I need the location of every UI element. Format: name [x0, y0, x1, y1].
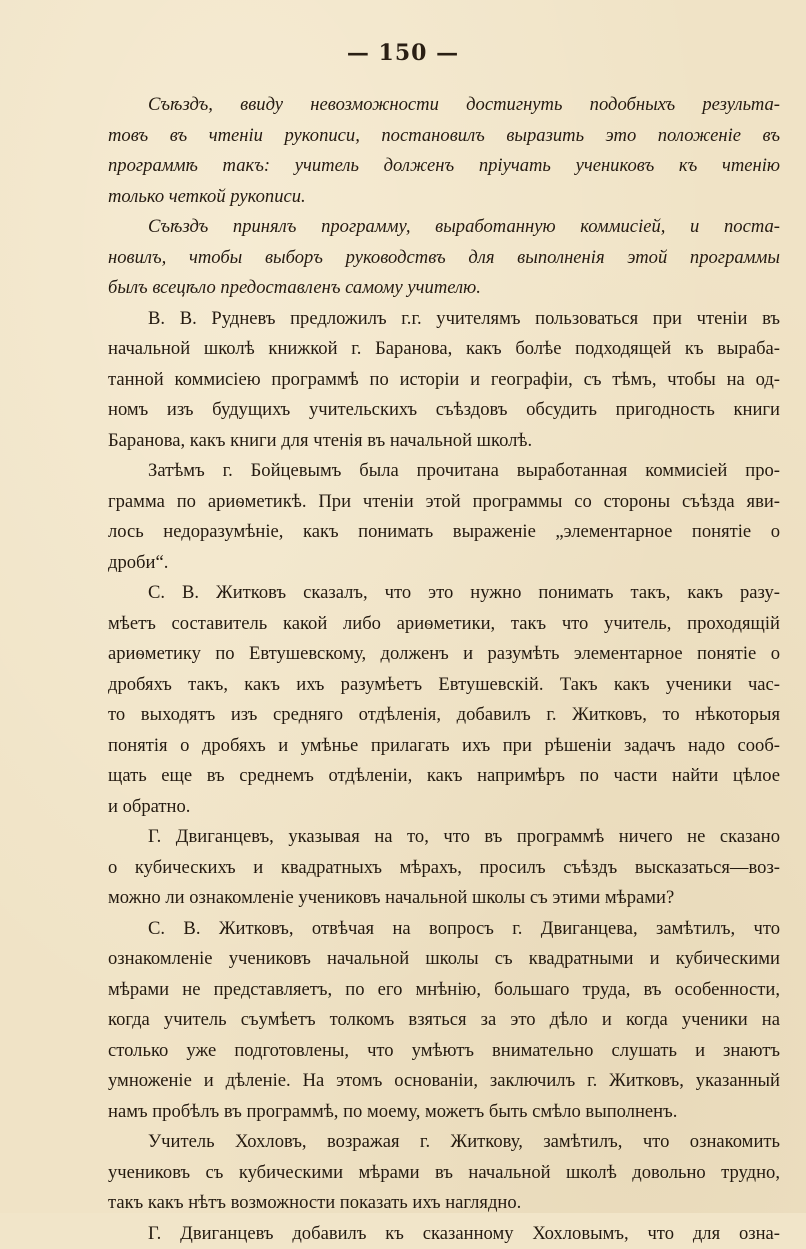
text-line: только четкой рукописи.: [108, 182, 780, 213]
text-line: программѣ такъ: учитель долженъ пріучать учениковъ къ чтенію: [108, 151, 780, 182]
text-line: Съѣздъ, ввиду невозможности достигнуть подобныхъ результа-: [108, 90, 780, 121]
text-line: танной коммисіею программѣ по исторіи и географіи, съ тѣмъ, чтобы на од-: [108, 365, 780, 396]
text-line: щать еще въ среднемъ отдѣленіи, какъ напримѣръ по части найти цѣлое: [108, 761, 780, 792]
text-line: номъ изъ будущихъ учительскихъ съѣздовъ обсудить пригодность книги: [108, 395, 780, 426]
text-line: понятія о дробяхъ и умѣнье прилагать ихъ при рѣшеніи задачъ надо сооб-: [108, 731, 780, 762]
text-line: лось недоразумѣніе, какъ понимать выраженіе „элементарное понятіе о: [108, 517, 780, 548]
text-line: учениковъ съ кубическими мѣрами въ начальной школѣ довольно трудно,: [108, 1158, 780, 1189]
body-text: [108, 90, 780, 1249]
text-line: дробяхъ такъ, какъ ихъ разумѣетъ Евтушевскій. Такъ какъ ученики час-: [108, 670, 780, 701]
text-line: умноженіе и дѣленіе. На этомъ основаніи, заключилъ г. Житковъ, указанный: [108, 1066, 780, 1097]
text-line: товъ въ чтеніи рукописи, постановилъ выразить это положеніе въ: [108, 121, 780, 152]
text-line: Учитель Хохловъ, возражая г. Житкову, замѣтилъ, что ознакомить: [108, 1127, 780, 1158]
text-line: начальной школѣ книжкой г. Баранова, какъ болѣе подходящей къ выраба-: [108, 334, 780, 365]
text-line: Съѣздъ принялъ программу, выработанную коммисіей, и поста-: [108, 212, 780, 243]
text-line: мѣрами не представляетъ, по его мнѣнію, большаго труда, въ особенности,: [108, 975, 780, 1006]
text-line: Г. Двиганцевъ, указывая на то, что въ программѣ ничего не сказано: [108, 822, 780, 853]
text-line: дроби“.: [108, 548, 780, 579]
text-line: мѣетъ составитель какой либо ариѳметики, такъ что учитель, проходящій: [108, 609, 780, 640]
text-line: В. В. Рудневъ предложилъ г.г. учителямъ пользоваться при чтеніи въ: [108, 304, 780, 335]
text-line: и обратно.: [108, 792, 780, 823]
text-line: С. В. Житковъ, отвѣчая на вопросъ г. Двиганцева, замѣтилъ, что: [108, 914, 780, 945]
text-line: ариѳметику по Евтушевскому, долженъ и разумѣть элементарное понятіе о: [108, 639, 780, 670]
page-number: — 150 —: [0, 40, 806, 66]
text-line: то выходятъ изъ средняго отдѣленія, добавилъ г. Житковъ, то нѣкоторыя: [108, 700, 780, 731]
text-line: новилъ, чтобы выборъ руководствъ для выполненія этой программы: [108, 243, 780, 274]
text-line: Г. Двиганцевъ добавилъ къ сказанному Хохловымъ, что для озна-: [108, 1219, 780, 1249]
text-line: ознакомленіе учениковъ начальной школы съ квадратными и кубическими: [108, 944, 780, 975]
text-line: столько уже подготовлены, что умѣютъ внимательно слушать и знаютъ: [108, 1036, 780, 1067]
text-line: Баранова, какъ книги для чтенія въ начальной школѣ.: [108, 426, 780, 457]
text-line: когда учитель съумѣетъ толкомъ взяться за это дѣло и когда ученики на: [108, 1005, 780, 1036]
text-line: можно ли ознакомленіе учениковъ начальной школы съ этими мѣрами?: [108, 883, 780, 914]
text-line: С. В. Житковъ сказалъ, что это нужно понимать такъ, какъ разу-: [108, 578, 780, 609]
text-line: былъ всецѣло предоставленъ самому учителю.: [108, 273, 780, 304]
text-line: такъ какъ нѣтъ возможности показать ихъ наглядно.: [108, 1188, 780, 1219]
text-line: о кубическихъ и квадратныхъ мѣрахъ, просилъ съѣздъ высказаться—воз-: [108, 853, 780, 884]
text-line: грамма по ариѳметикѣ. При чтеніи этой программы со стороны съѣзда яви-: [108, 487, 780, 518]
text-line: намъ пробѣлъ въ программѣ, по моему, можетъ быть смѣло выполненъ.: [108, 1097, 780, 1128]
text-line: Затѣмъ г. Бойцевымъ была прочитана выработанная коммисіей про-: [108, 456, 780, 487]
